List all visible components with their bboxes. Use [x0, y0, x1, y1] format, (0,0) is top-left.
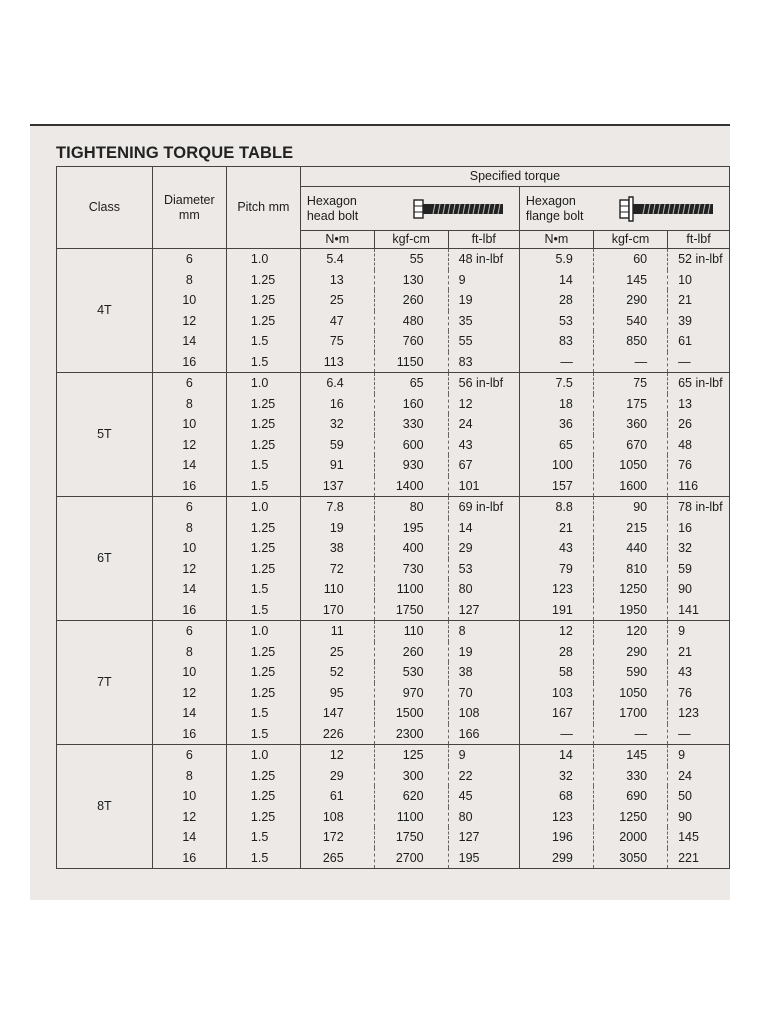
diameter-cell: 10: [152, 290, 226, 311]
flange-kgf-cm-cell: 590: [593, 662, 667, 683]
head-kgf-cm-cell: 1750: [374, 827, 448, 848]
class-cell: 7T: [57, 621, 153, 745]
head-nm-cell: 52: [300, 662, 374, 683]
head-nm-cell: 147: [300, 703, 374, 724]
flange-ft-lbf-cell: 221: [668, 848, 730, 869]
flange-nm-cell: 299: [519, 848, 593, 869]
hex-flange-bolt-header: [519, 187, 729, 231]
head-ft-lbf-cell: 108: [448, 703, 519, 724]
head-nm-cell: 137: [300, 476, 374, 497]
flange-nm-cell: —: [519, 724, 593, 745]
table-row: [57, 703, 730, 724]
flange-kgf-cm-cell: 690: [593, 786, 667, 807]
head-nm-cell: 11: [300, 621, 374, 642]
table-row: [57, 394, 730, 415]
flange-nm-cell: 100: [519, 455, 593, 476]
flange-nm-cell: 8.8: [519, 497, 593, 518]
diameter-cell: 14: [152, 331, 226, 352]
flange-nm-cell: 196: [519, 827, 593, 848]
pitch-cell: 1.25: [226, 786, 300, 807]
diameter-cell: 12: [152, 683, 226, 704]
table-row: [57, 786, 730, 807]
flange-kgf-cm-cell: 1250: [593, 807, 667, 828]
pitch-header: Pitch mm: [226, 167, 300, 249]
flange-ft-lbf-cell: 21: [668, 642, 730, 663]
flange-ft-lbf-cell: 116: [668, 476, 730, 497]
head-nm-cell: 12: [300, 745, 374, 766]
flange-nm-cell: —: [519, 352, 593, 373]
head-ft-lbf-cell: 43: [448, 435, 519, 456]
head-nm-cell: 6.4: [300, 373, 374, 394]
head-nm-cell: 19: [300, 518, 374, 539]
head-kgf-cm-cell: 730: [374, 559, 448, 580]
table-row: [57, 497, 730, 518]
head-kgf-cm-cell: 300: [374, 766, 448, 787]
table-row: [57, 745, 730, 766]
class-cell: 4T: [57, 249, 153, 373]
head-kgf-cm-cell: 1150: [374, 352, 448, 373]
flange-nm-header: N•m: [519, 231, 593, 249]
hexagon-flange-bolt-icon: [619, 196, 715, 222]
head-kgf-cm-cell: 1400: [374, 476, 448, 497]
head-ft-lbf-cell: 22: [448, 766, 519, 787]
head-kgf-cm-cell: 195: [374, 518, 448, 539]
head-kgf-cm-cell: 130: [374, 270, 448, 291]
head-nm-cell: 61: [300, 786, 374, 807]
head-ft-lbf-cell: 45: [448, 786, 519, 807]
flange-ft-lbf-cell: 26: [668, 414, 730, 435]
flange-ft-lbf-cell: 39: [668, 311, 730, 332]
head-kgf-cm-cell: 600: [374, 435, 448, 456]
head-ft-lbf-cell: 9: [448, 745, 519, 766]
flange-kgf-cm-cell: 75: [593, 373, 667, 394]
flange-kgf-cm-cell: 290: [593, 290, 667, 311]
flange-ft-lbf-cell: 13: [668, 394, 730, 415]
diameter-cell: 6: [152, 621, 226, 642]
head-ft-lbf-cell: 38: [448, 662, 519, 683]
flange-ft-lbf-cell: 21: [668, 290, 730, 311]
flange-kgf-cm-cell: 1050: [593, 455, 667, 476]
head-nm-cell: 29: [300, 766, 374, 787]
pitch-cell: 1.25: [226, 538, 300, 559]
flange-ft-lbf-cell: 123: [668, 703, 730, 724]
top-rule: [30, 124, 730, 126]
diameter-cell: 8: [152, 394, 226, 415]
diameter-cell: 14: [152, 579, 226, 600]
flange-nm-cell: 79: [519, 559, 593, 580]
pitch-cell: 1.25: [226, 642, 300, 663]
table-row: [57, 455, 730, 476]
pitch-cell: 1.25: [226, 766, 300, 787]
table-row: [57, 270, 730, 291]
flange-nm-cell: 7.5: [519, 373, 593, 394]
head-ft-lbf-cell: 70: [448, 683, 519, 704]
flange-ft-lbf-cell: 90: [668, 579, 730, 600]
diameter-cell: 10: [152, 538, 226, 559]
flange-kgf-cm-cell: 670: [593, 435, 667, 456]
flange-ft-lbf-cell: 78 in-lbf: [668, 497, 730, 518]
diameter-cell: 8: [152, 766, 226, 787]
head-kgf-cm-cell: 760: [374, 331, 448, 352]
head-nm-cell: 113: [300, 352, 374, 373]
pitch-cell: 1.0: [226, 497, 300, 518]
table-row: [57, 249, 730, 270]
page-title: TIGHTENING TORQUE TABLE: [56, 144, 294, 162]
flange-ft-lbf-cell: 90: [668, 807, 730, 828]
table-row: [57, 662, 730, 683]
flange-kgf-cm-cell: 1950: [593, 600, 667, 621]
flange-ft-lbf-header: ft-lbf: [668, 231, 730, 249]
hex-flange-bolt-label: Hexagon flange bolt: [525, 194, 584, 223]
diameter-cell: 10: [152, 786, 226, 807]
table-row: [57, 579, 730, 600]
table-row: [57, 621, 730, 642]
head-ft-lbf-cell: 80: [448, 807, 519, 828]
pitch-cell: 1.25: [226, 559, 300, 580]
head-nm-cell: 7.8: [300, 497, 374, 518]
head-ft-lbf-cell: 56 in-lbf: [448, 373, 519, 394]
pitch-cell: 1.25: [226, 518, 300, 539]
head-ft-lbf-cell: 195: [448, 848, 519, 869]
flange-ft-lbf-cell: 76: [668, 683, 730, 704]
flange-nm-cell: 12: [519, 621, 593, 642]
diameter-cell: 6: [152, 249, 226, 270]
head-ft-lbf-cell: 9: [448, 270, 519, 291]
head-ft-lbf-cell: 83: [448, 352, 519, 373]
head-nm-cell: 110: [300, 579, 374, 600]
table-row: [57, 414, 730, 435]
head-nm-cell: 38: [300, 538, 374, 559]
flange-kgf-cm-cell: 1250: [593, 579, 667, 600]
pitch-cell: 1.5: [226, 703, 300, 724]
flange-nm-cell: 103: [519, 683, 593, 704]
head-ft-lbf-cell: 19: [448, 290, 519, 311]
head-ft-lbf-cell: 29: [448, 538, 519, 559]
flange-nm-cell: 32: [519, 766, 593, 787]
flange-nm-cell: 191: [519, 600, 593, 621]
table-row: [57, 848, 730, 869]
pitch-cell: 1.5: [226, 455, 300, 476]
table-row: [57, 766, 730, 787]
flange-kgf-cm-cell: 60: [593, 249, 667, 270]
head-nm-cell: 16: [300, 394, 374, 415]
head-kgf-cm-cell: 125: [374, 745, 448, 766]
pitch-cell: 1.25: [226, 394, 300, 415]
flange-nm-cell: 167: [519, 703, 593, 724]
pitch-cell: 1.25: [226, 414, 300, 435]
flange-kgf-cm-cell: 1700: [593, 703, 667, 724]
flange-nm-cell: 5.9: [519, 249, 593, 270]
diameter-cell: 16: [152, 600, 226, 621]
head-kgf-cm-cell: 110: [374, 621, 448, 642]
diameter-cell: 16: [152, 352, 226, 373]
flange-kgf-cm-cell: 145: [593, 270, 667, 291]
head-ft-lbf-cell: 53: [448, 559, 519, 580]
flange-kgf-cm-cell: 440: [593, 538, 667, 559]
flange-ft-lbf-cell: 50: [668, 786, 730, 807]
head-ft-lbf-cell: 8: [448, 621, 519, 642]
flange-ft-lbf-cell: 59: [668, 559, 730, 580]
flange-kgf-cm-cell: 145: [593, 745, 667, 766]
flange-ft-lbf-cell: 76: [668, 455, 730, 476]
head-nm-cell: 13: [300, 270, 374, 291]
class-header: Class: [57, 167, 153, 249]
table-row: [57, 435, 730, 456]
diameter-cell: 12: [152, 559, 226, 580]
head-nm-header: N•m: [300, 231, 374, 249]
pitch-cell: 1.0: [226, 373, 300, 394]
head-nm-cell: 108: [300, 807, 374, 828]
diameter-cell: 8: [152, 642, 226, 663]
diameter-cell: 6: [152, 497, 226, 518]
pitch-cell: 1.25: [226, 683, 300, 704]
flange-kgf-cm-cell: 120: [593, 621, 667, 642]
head-nm-cell: 59: [300, 435, 374, 456]
head-ft-lbf-cell: 67: [448, 455, 519, 476]
flange-kgf-cm-cell: 1050: [593, 683, 667, 704]
pitch-cell: 1.5: [226, 352, 300, 373]
head-ft-lbf-cell: 55: [448, 331, 519, 352]
head-kgf-cm-cell: 1750: [374, 600, 448, 621]
pitch-cell: 1.5: [226, 331, 300, 352]
flange-kgf-cm-header: kgf-cm: [593, 231, 667, 249]
head-ft-lbf-cell: 101: [448, 476, 519, 497]
head-nm-cell: 32: [300, 414, 374, 435]
flange-ft-lbf-cell: 141: [668, 600, 730, 621]
head-ft-lbf-cell: 24: [448, 414, 519, 435]
torque-table: [56, 166, 730, 869]
diameter-cell: 14: [152, 703, 226, 724]
head-nm-cell: 25: [300, 642, 374, 663]
flange-ft-lbf-cell: 9: [668, 745, 730, 766]
flange-nm-cell: 28: [519, 642, 593, 663]
diameter-cell: 14: [152, 827, 226, 848]
head-kgf-cm-cell: 2300: [374, 724, 448, 745]
pitch-cell: 1.5: [226, 600, 300, 621]
head-kgf-cm-cell: 65: [374, 373, 448, 394]
table-row: [57, 311, 730, 332]
head-nm-cell: 75: [300, 331, 374, 352]
head-kgf-cm-cell: 260: [374, 290, 448, 311]
diameter-cell: 6: [152, 373, 226, 394]
flange-ft-lbf-cell: —: [668, 352, 730, 373]
pitch-cell: 1.0: [226, 621, 300, 642]
flange-ft-lbf-cell: 52 in-lbf: [668, 249, 730, 270]
flange-kgf-cm-cell: 2000: [593, 827, 667, 848]
flange-kgf-cm-cell: —: [593, 724, 667, 745]
class-cell: 8T: [57, 745, 153, 869]
flange-kgf-cm-cell: 215: [593, 518, 667, 539]
diameter-cell: 14: [152, 455, 226, 476]
diameter-cell: 12: [152, 311, 226, 332]
flange-nm-cell: 36: [519, 414, 593, 435]
head-kgf-cm-cell: 930: [374, 455, 448, 476]
table-row: [57, 642, 730, 663]
flange-ft-lbf-cell: 43: [668, 662, 730, 683]
diameter-cell: 12: [152, 807, 226, 828]
flange-ft-lbf-cell: 32: [668, 538, 730, 559]
head-kgf-cm-cell: 480: [374, 311, 448, 332]
pitch-cell: 1.25: [226, 435, 300, 456]
flange-kgf-cm-cell: —: [593, 352, 667, 373]
head-ft-lbf-cell: 19: [448, 642, 519, 663]
table-body: [57, 249, 730, 869]
head-ft-lbf-cell: 35: [448, 311, 519, 332]
head-kgf-cm-cell: 970: [374, 683, 448, 704]
diameter-cell: 10: [152, 662, 226, 683]
flange-nm-cell: 123: [519, 807, 593, 828]
flange-ft-lbf-cell: 24: [668, 766, 730, 787]
head-kgf-cm-cell: 260: [374, 642, 448, 663]
head-kgf-cm-cell: 2700: [374, 848, 448, 869]
head-kgf-cm-header: kgf-cm: [374, 231, 448, 249]
head-ft-lbf-cell: 166: [448, 724, 519, 745]
table-row: [57, 476, 730, 497]
pitch-cell: 1.25: [226, 807, 300, 828]
head-nm-cell: 25: [300, 290, 374, 311]
head-nm-cell: 91: [300, 455, 374, 476]
flange-ft-lbf-cell: 145: [668, 827, 730, 848]
head-ft-lbf-cell: 127: [448, 827, 519, 848]
head-kgf-cm-cell: 1100: [374, 807, 448, 828]
head-nm-cell: 5.4: [300, 249, 374, 270]
diameter-cell: 16: [152, 848, 226, 869]
head-nm-cell: 72: [300, 559, 374, 580]
flange-nm-cell: 21: [519, 518, 593, 539]
flange-ft-lbf-cell: 48: [668, 435, 730, 456]
hex-head-bolt-header: [300, 187, 519, 231]
head-nm-cell: 226: [300, 724, 374, 745]
flange-nm-cell: 83: [519, 331, 593, 352]
head-kgf-cm-cell: 1100: [374, 579, 448, 600]
flange-kgf-cm-cell: 1600: [593, 476, 667, 497]
table-row: [57, 807, 730, 828]
diameter-cell: 6: [152, 745, 226, 766]
head-nm-cell: 265: [300, 848, 374, 869]
pitch-cell: 1.5: [226, 476, 300, 497]
flange-nm-cell: 123: [519, 579, 593, 600]
flange-nm-cell: 53: [519, 311, 593, 332]
flange-kgf-cm-cell: 175: [593, 394, 667, 415]
hex-head-bolt-label: Hexagon head bolt: [306, 194, 359, 223]
table-row: [57, 600, 730, 621]
pitch-cell: 1.0: [226, 745, 300, 766]
flange-ft-lbf-cell: —: [668, 724, 730, 745]
table-row: [57, 518, 730, 539]
diameter-header: Diameter mm: [152, 167, 226, 249]
head-kgf-cm-cell: 400: [374, 538, 448, 559]
pitch-cell: 1.5: [226, 848, 300, 869]
hexagon-head-bolt-icon: [413, 198, 505, 220]
table-row: [57, 538, 730, 559]
flange-nm-cell: 68: [519, 786, 593, 807]
pitch-cell: 1.25: [226, 311, 300, 332]
pitch-cell: 1.25: [226, 662, 300, 683]
head-nm-cell: 95: [300, 683, 374, 704]
flange-ft-lbf-cell: 61: [668, 331, 730, 352]
flange-kgf-cm-cell: 330: [593, 766, 667, 787]
head-kgf-cm-cell: 620: [374, 786, 448, 807]
flange-kgf-cm-cell: 810: [593, 559, 667, 580]
table-row: [57, 559, 730, 580]
head-nm-cell: 172: [300, 827, 374, 848]
head-ft-lbf-cell: 14: [448, 518, 519, 539]
flange-kgf-cm-cell: 360: [593, 414, 667, 435]
table-row: [57, 373, 730, 394]
flange-nm-cell: 157: [519, 476, 593, 497]
flange-kgf-cm-cell: 90: [593, 497, 667, 518]
table-row: [57, 724, 730, 745]
pitch-cell: 1.25: [226, 270, 300, 291]
head-kgf-cm-cell: 160: [374, 394, 448, 415]
flange-ft-lbf-cell: 65 in-lbf: [668, 373, 730, 394]
table-row: [57, 827, 730, 848]
table-row: [57, 331, 730, 352]
flange-nm-cell: 18: [519, 394, 593, 415]
flange-nm-cell: 14: [519, 745, 593, 766]
flange-ft-lbf-cell: 10: [668, 270, 730, 291]
head-kgf-cm-cell: 80: [374, 497, 448, 518]
head-kgf-cm-cell: 55: [374, 249, 448, 270]
flange-nm-cell: 65: [519, 435, 593, 456]
document-page: [30, 124, 730, 900]
head-kgf-cm-cell: 530: [374, 662, 448, 683]
pitch-cell: 1.0: [226, 249, 300, 270]
pitch-cell: 1.5: [226, 724, 300, 745]
head-ft-lbf-cell: 69 in-lbf: [448, 497, 519, 518]
head-nm-cell: 170: [300, 600, 374, 621]
flange-kgf-cm-cell: 290: [593, 642, 667, 663]
flange-kgf-cm-cell: 850: [593, 331, 667, 352]
pitch-cell: 1.25: [226, 290, 300, 311]
diameter-cell: 12: [152, 435, 226, 456]
head-ft-lbf-cell: 48 in-lbf: [448, 249, 519, 270]
head-ft-lbf-cell: 127: [448, 600, 519, 621]
head-ft-lbf-header: ft-lbf: [448, 231, 519, 249]
diameter-cell: 8: [152, 518, 226, 539]
head-kgf-cm-cell: 1500: [374, 703, 448, 724]
flange-ft-lbf-cell: 16: [668, 518, 730, 539]
diameter-cell: 16: [152, 476, 226, 497]
flange-kgf-cm-cell: 3050: [593, 848, 667, 869]
flange-nm-cell: 28: [519, 290, 593, 311]
specified-torque-header: Specified torque: [300, 167, 729, 187]
head-kgf-cm-cell: 330: [374, 414, 448, 435]
flange-nm-cell: 58: [519, 662, 593, 683]
diameter-cell: 16: [152, 724, 226, 745]
head-nm-cell: 47: [300, 311, 374, 332]
diameter-cell: 8: [152, 270, 226, 291]
pitch-cell: 1.5: [226, 579, 300, 600]
flange-nm-cell: 14: [519, 270, 593, 291]
pitch-cell: 1.5: [226, 827, 300, 848]
flange-ft-lbf-cell: 9: [668, 621, 730, 642]
diameter-cell: 10: [152, 414, 226, 435]
head-ft-lbf-cell: 12: [448, 394, 519, 415]
class-cell: 6T: [57, 497, 153, 621]
flange-kgf-cm-cell: 540: [593, 311, 667, 332]
head-ft-lbf-cell: 80: [448, 579, 519, 600]
table-row: [57, 290, 730, 311]
flange-nm-cell: 43: [519, 538, 593, 559]
table-row: [57, 352, 730, 373]
table-row: [57, 683, 730, 704]
class-cell: 5T: [57, 373, 153, 497]
